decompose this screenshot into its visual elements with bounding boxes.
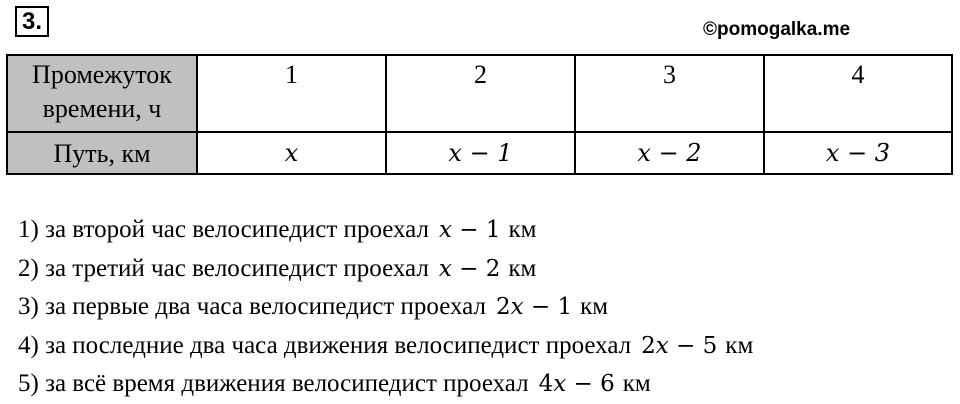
answer-expression: 2x − 1 <box>495 294 573 320</box>
path-cell <box>197 132 386 174</box>
interval-header-line-2: времени, ч <box>42 94 162 123</box>
interval-header-line-1: Промежуток <box>32 60 172 89</box>
path-cell <box>386 132 575 174</box>
answer-unit: км <box>508 216 537 243</box>
path-cell <box>764 132 952 174</box>
answer-expression: 4x − 6 <box>538 371 615 397</box>
answer-item <box>18 211 753 250</box>
path-expression: x − 2 <box>637 139 702 167</box>
table-row-path <box>7 132 952 174</box>
answer-text: 4) за последние два часа движения велосипедист проехал <box>18 331 632 359</box>
data-table <box>6 54 953 175</box>
path-header-cell: Путь, км <box>7 132 197 174</box>
task-number: 3. <box>15 6 49 37</box>
answer-text: 5) за всё время движения велосипедист проехал <box>18 370 529 397</box>
interval-cell: 4 <box>764 55 952 132</box>
answer-expression: x − 1 <box>438 217 501 243</box>
answer-item <box>18 365 753 404</box>
path-cell <box>575 132 764 174</box>
answer-item <box>18 327 753 366</box>
answer-unit: км <box>580 293 609 320</box>
interval-cell: 3 <box>575 55 764 132</box>
answer-expression: 2x − 5 <box>641 332 718 359</box>
path-expression: x − 1 <box>448 139 513 167</box>
answer-item <box>18 250 753 289</box>
table-row-interval <box>7 55 952 132</box>
answer-text: 1) за второй час велосипедист проехал <box>18 216 429 243</box>
interval-cell: 1 <box>197 55 386 132</box>
interval-cell: 2 <box>386 55 575 132</box>
answer-unit: км <box>725 331 754 359</box>
answer-unit: км <box>508 254 537 282</box>
path-expression: x <box>284 139 299 167</box>
answer-item <box>18 288 753 327</box>
answer-expression: x − 2 <box>438 255 501 282</box>
interval-header-cell <box>7 55 197 132</box>
answer-unit: км <box>622 370 651 397</box>
answers-list <box>18 211 753 404</box>
answer-text: 3) за первые два часа велосипедист проехал <box>18 293 486 320</box>
answer-text: 2) за третий час велосипедист проехал <box>18 254 429 282</box>
path-expression: x − 3 <box>825 139 891 167</box>
watermark: ©pomogalka.me <box>703 19 851 40</box>
